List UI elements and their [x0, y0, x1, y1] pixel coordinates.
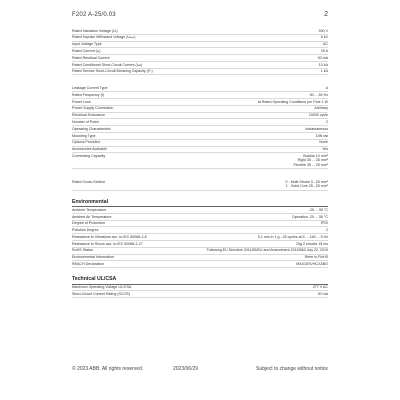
spec-value: None: [319, 140, 328, 145]
spec-label: Rated Frequency (f): [72, 92, 104, 97]
spec-label: Rated Current (Iₙ): [72, 48, 101, 53]
spec-row: [72, 69, 328, 76]
spec-label: Options Provided: [72, 140, 100, 145]
document-code: F202 A-25/0.03: [72, 12, 116, 18]
spec-label: Rated Cross-Section: [72, 179, 106, 184]
spec-row: [72, 55, 328, 62]
spec-row: [72, 92, 328, 99]
spec-row: [72, 35, 328, 42]
spec-label: REACH Declaration: [72, 261, 104, 266]
spec-value: 30 mA: [317, 292, 328, 297]
spec-table-technical: [72, 285, 328, 299]
spec-label: Ambient Air Temperature: [72, 214, 112, 219]
spec-row: [72, 153, 328, 169]
spec-label: Power Loss: [72, 99, 91, 104]
spec-value: Arbitrary: [314, 106, 328, 111]
spec-value: Busbar 10 mm² Rigid 35 ... 35 mm² Flexible 35 ... 25 mm²: [293, 153, 328, 168]
page-header: [72, 12, 328, 24]
spec-label: Pollution Degree: [72, 228, 99, 233]
spec-value: at Rated Operating Conditions per Pole 1 W: [257, 99, 328, 104]
spec-label: Environmental Information: [72, 255, 114, 260]
spec-value: Refer to RoHS: [304, 255, 328, 260]
spec-row: [72, 85, 328, 92]
spec-value: 277 V AC: [312, 285, 328, 290]
spec-value: A: [325, 86, 328, 91]
spec-label: Ambient Temperature: [72, 207, 107, 212]
spec-label: Operating Characteristic: [72, 126, 111, 131]
spec-table-general: [72, 28, 328, 75]
spec-value: 0.1 m/s in 1 g - 25 cycles at 5 ... 150 ... 5 Hz: [257, 234, 328, 239]
spec-label: Rated Residual Current: [72, 55, 110, 60]
spec-value: AC: [323, 42, 328, 47]
spec-row: [72, 207, 328, 214]
section-title-technical: Technical UL/CSA: [72, 276, 328, 285]
spec-value: 25 A: [320, 48, 328, 53]
spec-table-electrical: [72, 85, 328, 169]
spec-label: Electrical Endurance: [72, 113, 105, 118]
spec-value: 500 V: [318, 28, 328, 33]
spec-value: 25g 2 shocks 15 ms: [296, 241, 328, 246]
spec-value: -25 ... 55 °C: [308, 207, 328, 212]
spec-value: 6 kV: [320, 35, 328, 40]
spec-label: Resistance to Shock acc. to IEC 60068-2-27: [72, 241, 143, 246]
spec-label: Input Voltage Type: [72, 42, 102, 47]
spec-row: [72, 140, 328, 147]
spec-row: [72, 179, 328, 190]
spec-label: Resistance to Vibrations acc. to IEC 60068-2-6: [72, 234, 147, 239]
spec-sheet: [72, 28, 328, 298]
spec-value: Yes: [322, 147, 328, 152]
page-footer: [72, 366, 328, 374]
spec-row: [72, 119, 328, 126]
spec-label: Accessories Available: [72, 147, 107, 152]
spec-row: [72, 113, 328, 120]
spec-row: [72, 291, 328, 298]
spec-value: 30 mA: [317, 55, 328, 60]
spec-label: Connecting Capacity: [72, 153, 106, 158]
spec-row: [72, 241, 328, 248]
spec-value: 1 kA: [320, 69, 328, 74]
spec-row: [72, 28, 328, 35]
spec-row: [72, 261, 328, 268]
spec-value: DIN rail: [316, 133, 328, 138]
spec-row: [72, 133, 328, 140]
spec-row: [72, 214, 328, 221]
spec-label: Degree of Protection: [72, 221, 105, 226]
footer-date: 2023/06/29: [173, 366, 199, 372]
spec-row: [72, 106, 328, 113]
page-number: 2: [324, 11, 328, 18]
spec-row: [72, 285, 328, 292]
spec-label: Mounting Type: [72, 133, 96, 138]
spec-value: 10000 cycle: [308, 113, 328, 118]
spec-label: Rated Service Short-Circuit Breaking Capacity (Iᶜₛ): [72, 69, 153, 74]
spec-value: Operation -25 ... 55 °C: [292, 214, 328, 219]
spec-value: 2: [326, 228, 328, 233]
spec-label: RoHS Status: [72, 248, 93, 253]
spec-row: [72, 255, 328, 262]
spec-row: [72, 99, 328, 106]
spec-row: [72, 221, 328, 228]
spec-row: [72, 42, 328, 49]
spec-label: Rated Impulse Withstand Voltage (Uᵢₘₚ): [72, 35, 136, 40]
spec-row: [72, 248, 328, 255]
spec-value: Following EU Directive 2011/65/EU and Amendment 2015/863 July 22, 2019: [206, 248, 328, 253]
spec-value: 50 ... 60 Hz: [309, 92, 328, 97]
spec-value: 10 kA: [318, 62, 328, 67]
spec-label: Leakage Current Type: [72, 86, 108, 91]
spec-row: [72, 62, 328, 69]
spec-row: [72, 147, 328, 154]
spec-label: Rated Conditional Short-Circuit Current (Iₙc): [72, 62, 143, 67]
spec-label: Rated Insulation Voltage (Uᵢ): [72, 28, 118, 33]
spec-value: IP20: [320, 221, 328, 226]
spec-label: Number of Poles: [72, 119, 99, 124]
spec-value: 2: [326, 119, 328, 124]
spec-value: 0 - Multi-Stroke 0...25 mm² 1 - Solid Core 25...25 mm²: [285, 179, 328, 189]
spec-value: MAX10SVHCXABO: [296, 261, 328, 266]
spec-row: [72, 234, 328, 241]
spec-row: [72, 227, 328, 234]
copyright-text: © 2023 ABB. All rights reserved.: [72, 366, 144, 372]
spec-row: [72, 48, 328, 55]
spec-label: Power Supply Connection: [72, 106, 114, 111]
spec-table-cross-section: [72, 179, 328, 190]
spec-table-environmental: [72, 207, 328, 268]
spec-label: Short-Circuit Current Rating (SCCR): [72, 292, 130, 297]
spec-value: Instantaneous: [305, 126, 328, 131]
section-title-environmental: Environmental: [72, 199, 328, 208]
spec-row: [72, 126, 328, 133]
footer-note: Subject to change without notice: [256, 366, 328, 372]
spec-label: Maximum Operating Voltage UL/CSA: [72, 285, 132, 290]
